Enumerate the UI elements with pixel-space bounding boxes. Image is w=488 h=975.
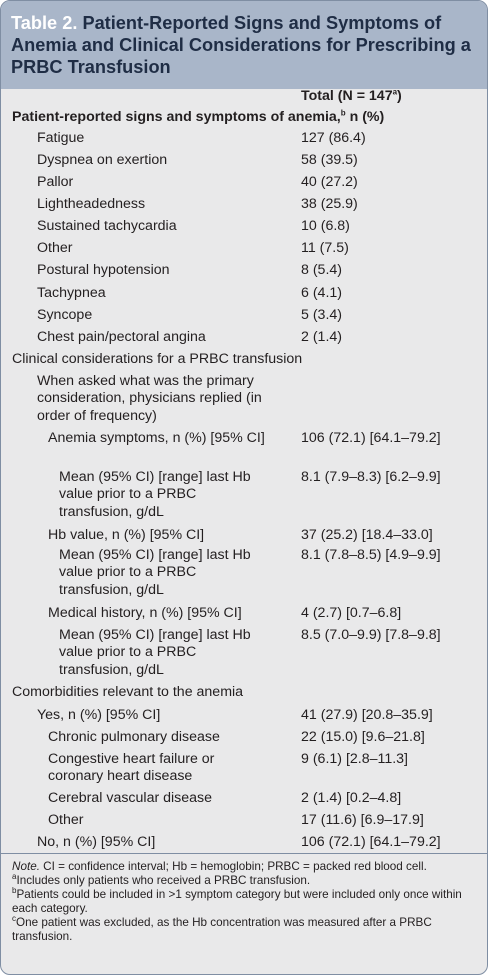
row-value: 8.1 (7.9–8.3) [6.2–9.9]: [301, 469, 441, 485]
row-label: Mean (95% CI) [range] last Hb value prior to a PRBC transfusion, g/dL: [59, 547, 251, 598]
row-label: Lightheadedness: [37, 196, 146, 212]
row-value: 22 (15.0) [9.6–21.8]: [301, 729, 425, 745]
row-value: 41 (27.9) [20.8–35.9]: [301, 707, 433, 723]
row-value: 106 (72.1) [64.1–79.2]: [301, 430, 441, 446]
column-header: Total $(N = 147^a)$: [301, 87, 402, 104]
row-label: Mean (95% CI) [range] last Hb value prior to a PRBC transfusion, g/dL: [59, 469, 251, 520]
footnote-c: $^c$One patient was excluded, as the Hb concentration was measured after a PRBC transfusion.: [12, 914, 432, 943]
row-value: 38 (25.9): [301, 196, 358, 212]
footnote-b: $^b$Patients could be included in >1 symptom category but were included only once within each category.: [12, 886, 462, 915]
row-label: Dyspnea on exertion: [37, 152, 168, 168]
row-label: Comorbidities relevant to the anemia: [12, 684, 244, 700]
row-value: 17 (11.6) [6.9–17.9]: [301, 812, 424, 828]
table-footnotes: [12, 860, 480, 944]
row-value: 58 (39.5): [301, 152, 358, 168]
row-label: Yes, n (%) [95% CI]: [37, 707, 161, 723]
footnote-a: $^a$Includes only patients who received a PRBC transfusion.: [12, 872, 311, 887]
row-label: Clinical considerations for a PRBC transfusion: [12, 351, 303, 367]
row-label: Postural hypotension: [37, 262, 170, 278]
row-label: Syncope: [37, 307, 93, 323]
row-label: Fatigue: [37, 130, 85, 146]
table-frame: Table 2. Patient-Reported Signs and Symptoms of Anemia and Clinical Considerations for Prescribing a PRBC Transfusion Total $(N = 147^a)$ Patient-reported signs and symptoms of anemia,$^b$ n (%) Fatigue 127 (86.4) Dyspnea on exertion 58 (39.5) Pallor 40 (27.2) Lightheadedness 38 (25.9) Sustained tachycardia 10 (6.8) Other 11 (7.5) Postural hypotension 8 (5.4) Tachypnea 6 (4.1) Syncope 5 (3.4) Chest pain/pectoral angina 2 (1.4) Clinical considerations for a PRBC transfusion When asked what was the primary consideration, physicians replied (in order of frequency) Anemia symptoms, n (%) [95% CI] 106 (72.1) [64.1–79.2] Mean (95% CI) [range] last Hb value prior to a PRBC transfusion, g/dL 8.1 (7.9–8.3) [6.2–9.9] Hb value, n (%) [95% CI] 37 (25.2) [18.4–33.0] Mean (95% CI) [range] last Hb value prior to a PRBC transfusion, g/dL 8.1 (7.8–8.5) [4.9–9.9] Medical history, n (%) [95% CI] 4 (2.7) [0.7–6.8] Mean (95% CI) [range] last Hb value prior to a PRBC transfusion, g/dL 8.5 (7.0–9.9) [7.8–9.8] Comorbidities relevant to the anemia Yes, n (%) [95% CI] 41 (27.9) [20.8–35.9] Chronic pulmonary disease 22 (15.0) [9.6–21.8] Congestive heart failure or coronary heart disease 9 (6.1) [2.8–11.3] Cerebral vascular disease 2 (1.4) [0.2–4.8] Other 17 (11.6) [6.9–17.9] No, n (%) [95% CI] 106 (72.1) [64.1–79.2] Note. CI = confidence interval; Hb = hemoglobin; PRBC = packed red blood cell. $^a$Includes only patients who received a PRBC transfusion. $^b$Patients could be included in >1 symptom category but were included only once within each category. $^c$One patient was excluded, as the Hb concentration was measured after a PRBC transfusion.: [0, 0, 488, 975]
table-header: [1, 1, 487, 89]
row-value: 127 (86.4): [301, 130, 366, 146]
row-value: 6 (4.1): [301, 285, 343, 301]
row-value: 11 (7.5): [301, 240, 349, 256]
row-label: Chest pain/pectoral angina: [37, 329, 206, 345]
footnote-divider: [1, 853, 487, 854]
row-label: Other: [37, 240, 73, 256]
row-value: 8.1 (7.8–8.5) [4.9–9.9]: [301, 547, 441, 563]
row-label: Hb value, n (%) [95% CI]: [48, 527, 205, 543]
row-value: 40 (27.2): [301, 174, 358, 190]
row-value: 37 (25.2) [18.4–33.0]: [301, 527, 433, 543]
row-label: Tachypnea: [37, 285, 106, 301]
row-label: When asked what was the primary consideration, physicians replied (in order of frequency): [37, 373, 262, 424]
row-label: No, n (%) [95% CI]: [37, 834, 156, 850]
row-value: 8.5 (7.0–9.9) [7.8–9.8]: [301, 627, 441, 643]
footnote-note: Note. CI = confidence interval; Hb = hemoglobin; PRBC = packed red blood cell.: [12, 860, 427, 873]
row-value: 9 (6.1) [2.8–11.3]: [301, 751, 409, 767]
row-value: 4 (2.7) [0.7–6.8]: [301, 605, 402, 621]
row-value: 10 (6.8): [301, 218, 350, 234]
row-label: Other: [48, 812, 84, 828]
table-title-text: Patient-Reported Signs and Symptoms of Anemia and Clinical Considerations for Prescribing a PRBC Transfusion: [11, 13, 471, 77]
row-label: Congestive heart failure or coronary heart disease: [48, 751, 215, 785]
row-value: 106 (72.1) [64.1–79.2]: [301, 834, 441, 850]
row-label: Chronic pulmonary disease: [48, 729, 220, 745]
row-label: Cerebral vascular disease: [48, 790, 213, 806]
row-label: Sustained tachycardia: [37, 218, 177, 234]
row-value: 5 (3.4): [301, 307, 343, 323]
row-value: 8 (5.4): [301, 262, 343, 278]
table-label: Table 2.: [11, 13, 78, 33]
row-value: 2 (1.4) [0.2–4.8]: [301, 790, 402, 806]
table-title: [11, 12, 479, 78]
row-label: Mean (95% CI) [range] last Hb value prior to a PRBC transfusion, g/dL: [59, 627, 251, 678]
row-label: Pallor: [37, 174, 74, 190]
row-value: 2 (1.4): [301, 329, 343, 345]
row-label: Medical history, n (%) [95% CI]: [48, 605, 242, 621]
row-label: Anemia symptoms, n (%) [95% CI]: [48, 430, 265, 446]
